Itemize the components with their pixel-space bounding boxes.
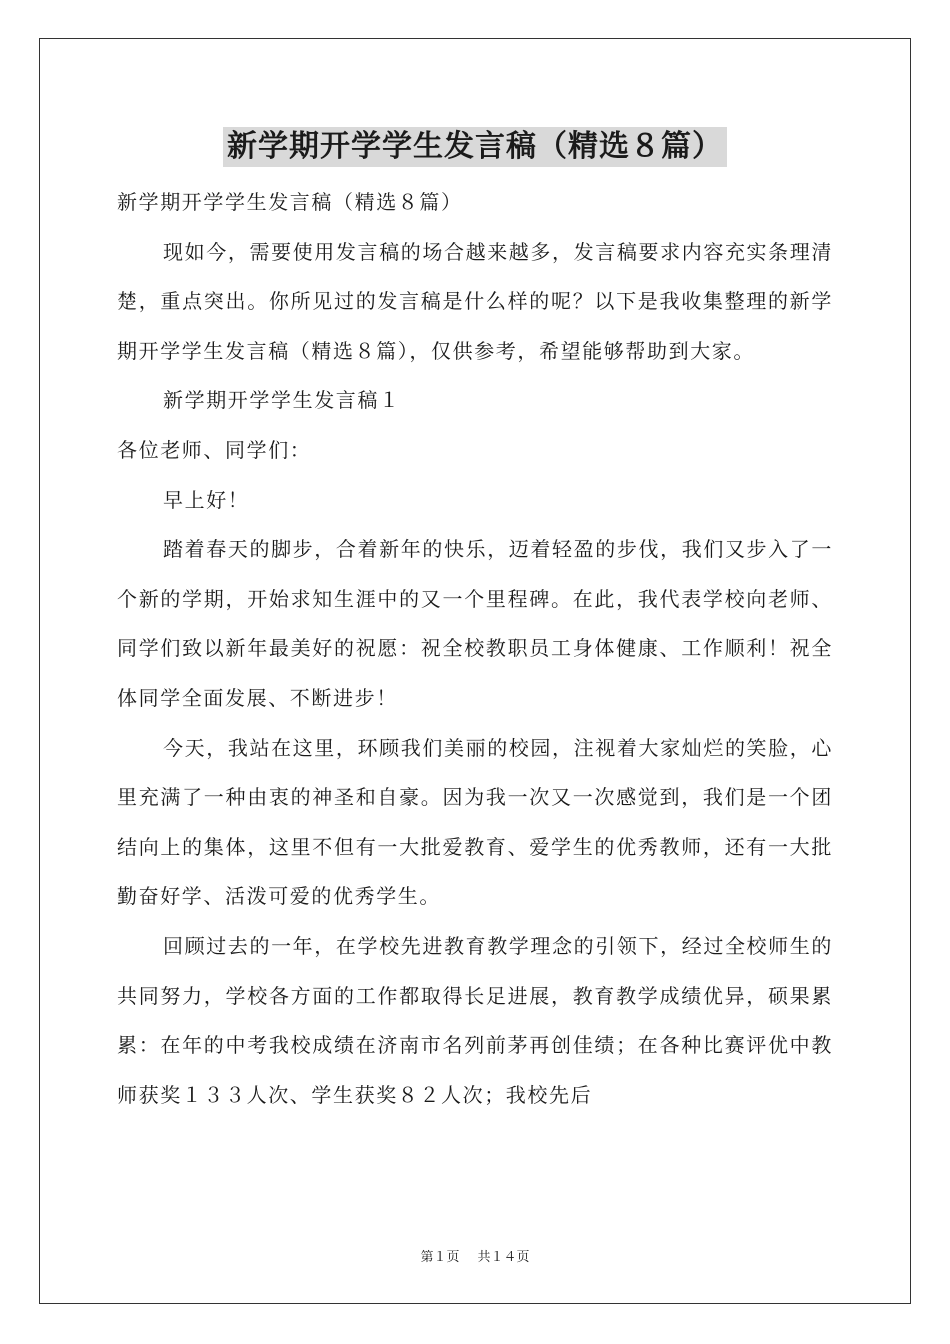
paragraph-body: 回顾过去的一年，在学校先进教育教学理念的引领下，经过全校师生的共同努力，学校各方面的工作都取得长足进展，教育教学成绩优异，硕果累累：在年的中考我校成绩在济南市名列前茅再创佳绩；在各种比赛评优中教师获奖１３３人次、学生获奖８２人次；我校先后 xyxy=(117,933,833,1107)
document-body xyxy=(117,178,833,1120)
page-number: 第１页 xyxy=(420,1250,460,1265)
title-container xyxy=(0,127,950,167)
paragraph-salutation: 各位老师、同学们： xyxy=(117,437,312,462)
paragraph-body: 踏着春天的脚步，合着新年的快乐，迈着轻盈的步伐，我们又步入了一个新的学期，开始求知生涯中的又一个里程碑。在此，我代表学校向老师、同学们致以新年最美好的祝愿：祝全校教职员工身体健康、工作顺利！祝全体同学全面发展、不断进步！ xyxy=(117,537,833,710)
section-heading: 新学期开学学生发言稿１ xyxy=(163,388,401,413)
paragraph-subtitle: 新学期开学学生发言稿（精选８篇） xyxy=(117,190,463,214)
paragraph-body: 今天，我站在这里，环顾我们美丽的校园，注视着大家灿烂的笑脸，心里充满了一种由衷的神圣和自豪。因为我一次又一次感觉到，我们是一个团结向上的集体，这里不但有一大批爱教育、爱学生的优秀教师，还有一大批勤奋好学、活泼可爱的优秀学生。 xyxy=(117,735,833,909)
document-title: 新学期开学学生发言稿（精选８篇） xyxy=(223,127,727,167)
page-total: 共１４页 xyxy=(477,1250,530,1265)
paragraph-intro: 现如今，需要使用发言稿的场合越来越多，发言稿要求内容充实条理清楚，重点突出。你所见过的发言稿是什么样的呢？以下是我收集整理的新学期开学学生发言稿（精选８篇），仅供参考，希望能够帮助到大家。 xyxy=(117,239,833,363)
page-footer xyxy=(0,1246,950,1265)
paragraph-greeting: 早上好！ xyxy=(163,487,250,512)
